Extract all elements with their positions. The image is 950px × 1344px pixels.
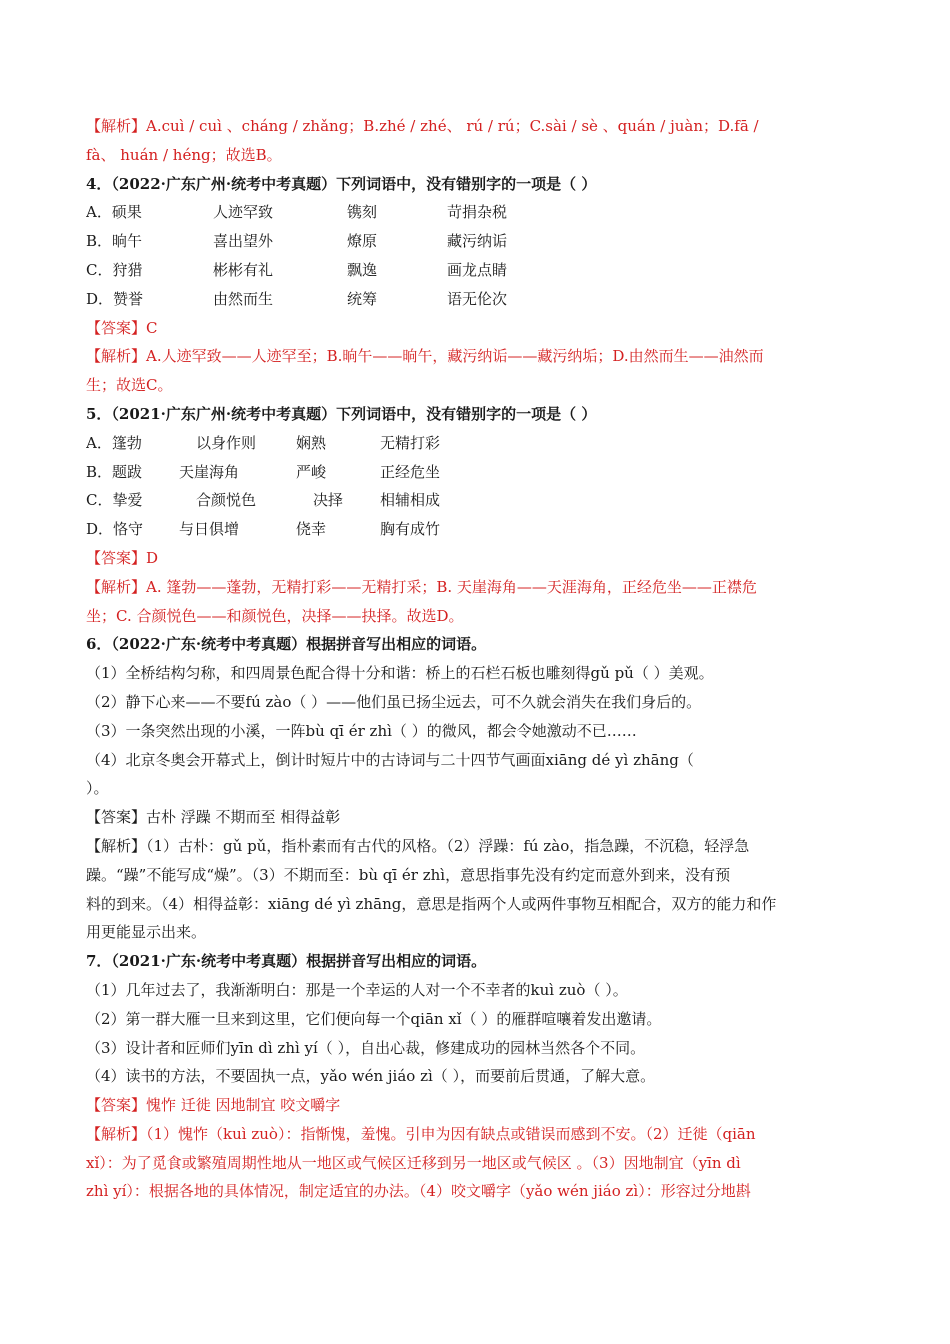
option-word: 侥幸 — [296, 520, 327, 539]
text-line-26: 【解析】（1）古朴：gǔ pǔ，指朴素而有古代的风格。（2）浮躁：fú zào，指急躁，不沉稳，轻浮急 — [86, 836, 750, 855]
text-line-17: 【解析】A. 篷勃——蓬勃，无精打彩——无精打采；B. 天崖海角——天涯海角，正经危坐——正襟危 — [86, 577, 757, 596]
text-line-35: 【答案】愧怍 迁徙 因地制宜 咬文嚼字 — [86, 1096, 341, 1115]
text-line-38: zhì yí）：根据各地的具体情况，制定适宜的办法。（4）咬文嚼字（yǎo wén jiáo zì）：形容过分地斟 — [86, 1182, 751, 1201]
option-label-word: A．硕果 — [86, 203, 142, 222]
option-label-word: C．狩猎 — [86, 260, 143, 279]
text-line-37: xǐ）：为了觅食或繁殖周期性地从一地区或气候区迁移到另一地区或气候区 。（3）因地制宜（yīn dì — [86, 1153, 741, 1172]
text-line-25: 【答案】古朴 浮躁 不期而至 相得益彰 — [86, 808, 341, 827]
option-label-word: C．挚爱 — [86, 491, 143, 510]
option-word: 无精打彩 — [380, 433, 441, 452]
text-line-8: 【答案】C — [86, 318, 158, 337]
option-word: 燎原 — [347, 232, 378, 251]
option-word: 以身作则 — [196, 433, 257, 452]
text-line-11: 5．（2021·广东广州·统考中考真题）下列词语中，没有错别字的一项是（ ） — [86, 404, 597, 423]
text-line-4 — [86, 198, 870, 227]
text-line-27: 躁。“躁”不能写成“燥”。（3）不期而至：bù qī ér zhì，意思指事先没有约定而意外到来，没有预 — [86, 865, 731, 884]
text-line-18: 坐；C. 合颜悦色——和颜悦色，决择——抉择。故选D。 — [86, 606, 464, 625]
option-label-word: A．篷勃 — [86, 433, 142, 452]
option-word: 人迹罕致 — [213, 203, 274, 222]
text-line-20: （1）全桥结构匀称，和四周景色配合得十分和谐：桥上的石栏石板也雕刻得gǔ pǔ（ ）美观。 — [86, 664, 714, 683]
emphasis-dotted-text: 没有 — [426, 174, 457, 193]
option-word: 由然而生 — [213, 289, 274, 308]
text-line-16: 【答案】D — [86, 548, 159, 567]
question-text: 错别字的一项是（ ） — [456, 174, 597, 193]
option-word: 天崖海角 — [179, 462, 240, 481]
option-word: 画龙点睛 — [447, 260, 508, 279]
text-line-22: （3）一条突然出现的小溪，一阵bù qī ér zhì（ ）的微风，都会令她激动不已…… — [86, 721, 637, 740]
option-word: 彬彬有礼 — [213, 260, 274, 279]
text-line-10: 生；故选C。 — [86, 376, 173, 395]
text-line-14 — [86, 486, 870, 515]
text-line-12 — [86, 429, 870, 458]
option-word: 苛捐杂税 — [447, 203, 508, 222]
option-word: 胸有成竹 — [380, 520, 441, 539]
option-label-word: B．晌午 — [86, 232, 143, 251]
text-line-34: （4）读书的方法，不要固执一点，yǎo wén jiáo zì（ ），而要前后贯通，了解大意。 — [86, 1067, 656, 1086]
text-line-31: （1）几年过去了，我渐渐明白：那是一个幸运的人对一个不幸者的kuì zuò（ ）。 — [86, 980, 628, 999]
option-word: 娴熟 — [296, 433, 327, 452]
text-line-21: （2）静下心来——不要fú zào（ ）——他们虽已扬尘远去，可不久就会消失在我们身后的。 — [86, 692, 702, 711]
text-line-2: fà、 huán / héng；故选B。 — [86, 145, 282, 164]
question-text: 4．（2022·广东广州·统考中考真题）下列词语中， — [86, 174, 427, 193]
option-word: 镌刻 — [347, 203, 378, 222]
option-word: 正经危坐 — [380, 462, 441, 481]
text-line-32: （2）第一群大雁一旦来到这里，它们便向每一个qiān xǐ（ ）的雁群喧嚷着发出邀请。 — [86, 1009, 662, 1028]
text-line-13 — [86, 458, 870, 487]
option-word: 藏污纳诟 — [447, 232, 508, 251]
option-word: 与日俱增 — [179, 520, 240, 539]
text-line-29: 用更能显示出来。 — [86, 923, 207, 942]
text-line-3 — [86, 170, 870, 199]
text-line-36: 【解析】（1）愧怍（kuì zuò）：指惭愧，羞愧。引申为因有缺点或错误而感到不安。（2）迁徙（qiān — [86, 1124, 756, 1143]
text-line-19: 6．（2022·广东·统考中考真题）根据拼音写出相应的词语。 — [86, 635, 487, 654]
text-line-1: 【解析】A.cuì / cuì 、cháng / zhǎng；B.zhé / zhé、 rú / rú；C.sài / sè 、quán / juàn；D.fā / — [86, 117, 759, 135]
option-word: 喜出望外 — [213, 232, 274, 251]
text-line-28: 料的到来。（4）相得益彰：xiāng dé yì zhāng，意思是指两个人或两件事物互相配合，双方的能力和作 — [86, 894, 777, 913]
option-word: 相辅相成 — [380, 491, 441, 510]
text-line-30: 7．（2021·广东·统考中考真题）根据拼音写出相应的词语。 — [86, 952, 487, 971]
option-word: 统筹 — [347, 289, 378, 308]
option-label-word: B．题跋 — [86, 462, 143, 481]
text-line-7 — [86, 285, 870, 314]
option-word: 飘逸 — [347, 260, 378, 279]
text-line-9: 【解析】A.人迹罕致——人迹罕至；B.晌午——晌午，藏污纳诟——藏污纳垢；D.由然而生——油然而 — [86, 347, 764, 366]
text-line-15 — [86, 515, 870, 544]
text-line-33: （3）设计者和匠师们yīn dì zhì yí（ ），自出心裁，修建成功的园林当然各个不同。 — [86, 1038, 646, 1057]
option-word: 决择 — [313, 491, 344, 510]
option-label-word: D．恪守 — [86, 520, 144, 539]
text-line-6 — [86, 256, 870, 285]
text-line-23: （4）北京冬奥会开幕式上，倒计时短片中的古诗词与二十四节气画面xiāng dé yì zhāng（ — [86, 750, 694, 769]
option-word: 合颜悦色 — [196, 491, 257, 510]
text-line-5 — [86, 227, 870, 256]
option-word: 语无伦次 — [447, 289, 508, 308]
option-word: 严峻 — [296, 462, 327, 481]
document-body — [86, 112, 870, 1206]
option-label-word: D．赞誉 — [86, 289, 144, 308]
text-line-24: ）。 — [86, 779, 109, 798]
